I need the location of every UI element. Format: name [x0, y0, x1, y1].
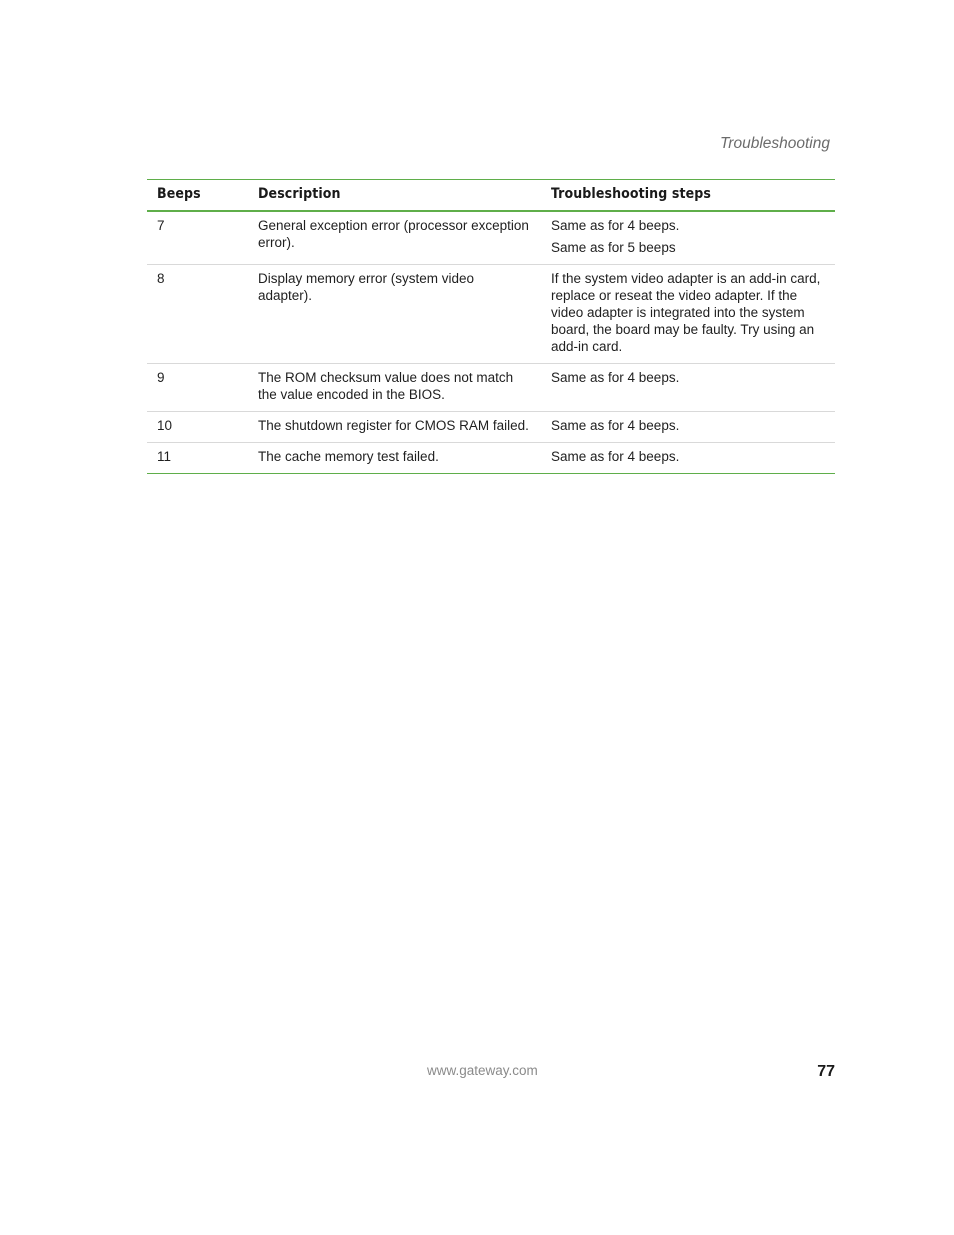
step-text: Same as for 4 beeps.	[551, 370, 680, 385]
beeps-cell: 10	[157, 418, 173, 433]
step-text: Same as for 5 beeps	[551, 240, 676, 255]
table-header-row	[147, 180, 835, 212]
column-header-beeps: Beeps	[157, 186, 201, 202]
description-cell: The cache memory test failed.	[258, 449, 439, 464]
steps-cell	[541, 443, 835, 474]
description-cell: The shutdown register for CMOS RAM failed.	[258, 418, 529, 433]
description-cell: General exception error (processor exception error).	[258, 218, 529, 250]
page-number: 77	[817, 1063, 835, 1080]
beep-codes-table	[147, 179, 835, 474]
steps-cell	[541, 364, 835, 412]
step-text: Same as for 4 beeps.	[551, 418, 680, 433]
description-cell: Display memory error (system video adapter).	[258, 271, 475, 303]
column-header-description: Description	[258, 186, 341, 202]
table-row	[147, 265, 835, 364]
steps-cell	[541, 211, 835, 265]
table-row	[147, 211, 835, 265]
step-text: Same as for 4 beeps.	[551, 449, 680, 464]
beeps-cell: 11	[157, 449, 172, 464]
step-text: If the system video adapter is an add-in card, replace or reseat the video adapter. If the video adapter is integrated into the system board, the board may be faulty. Try using an add-in card.	[551, 271, 821, 354]
steps-cell	[541, 412, 835, 443]
step-text: Same as for 4 beeps.	[551, 218, 680, 233]
beeps-cell: 8	[157, 271, 165, 286]
table-row	[147, 443, 835, 474]
description-cell: The ROM checksum value does not match the value encoded in the BIOS.	[258, 370, 514, 402]
beep-table	[147, 179, 835, 474]
steps-cell	[541, 265, 835, 364]
column-header-steps: Troubleshooting steps	[551, 186, 711, 202]
beeps-cell: 9	[157, 370, 165, 385]
beeps-cell: 7	[157, 218, 165, 233]
table-row	[147, 364, 835, 412]
footer-url: www.gateway.com	[427, 1063, 538, 1078]
table-row	[147, 412, 835, 443]
running-header: Troubleshooting	[719, 135, 830, 152]
